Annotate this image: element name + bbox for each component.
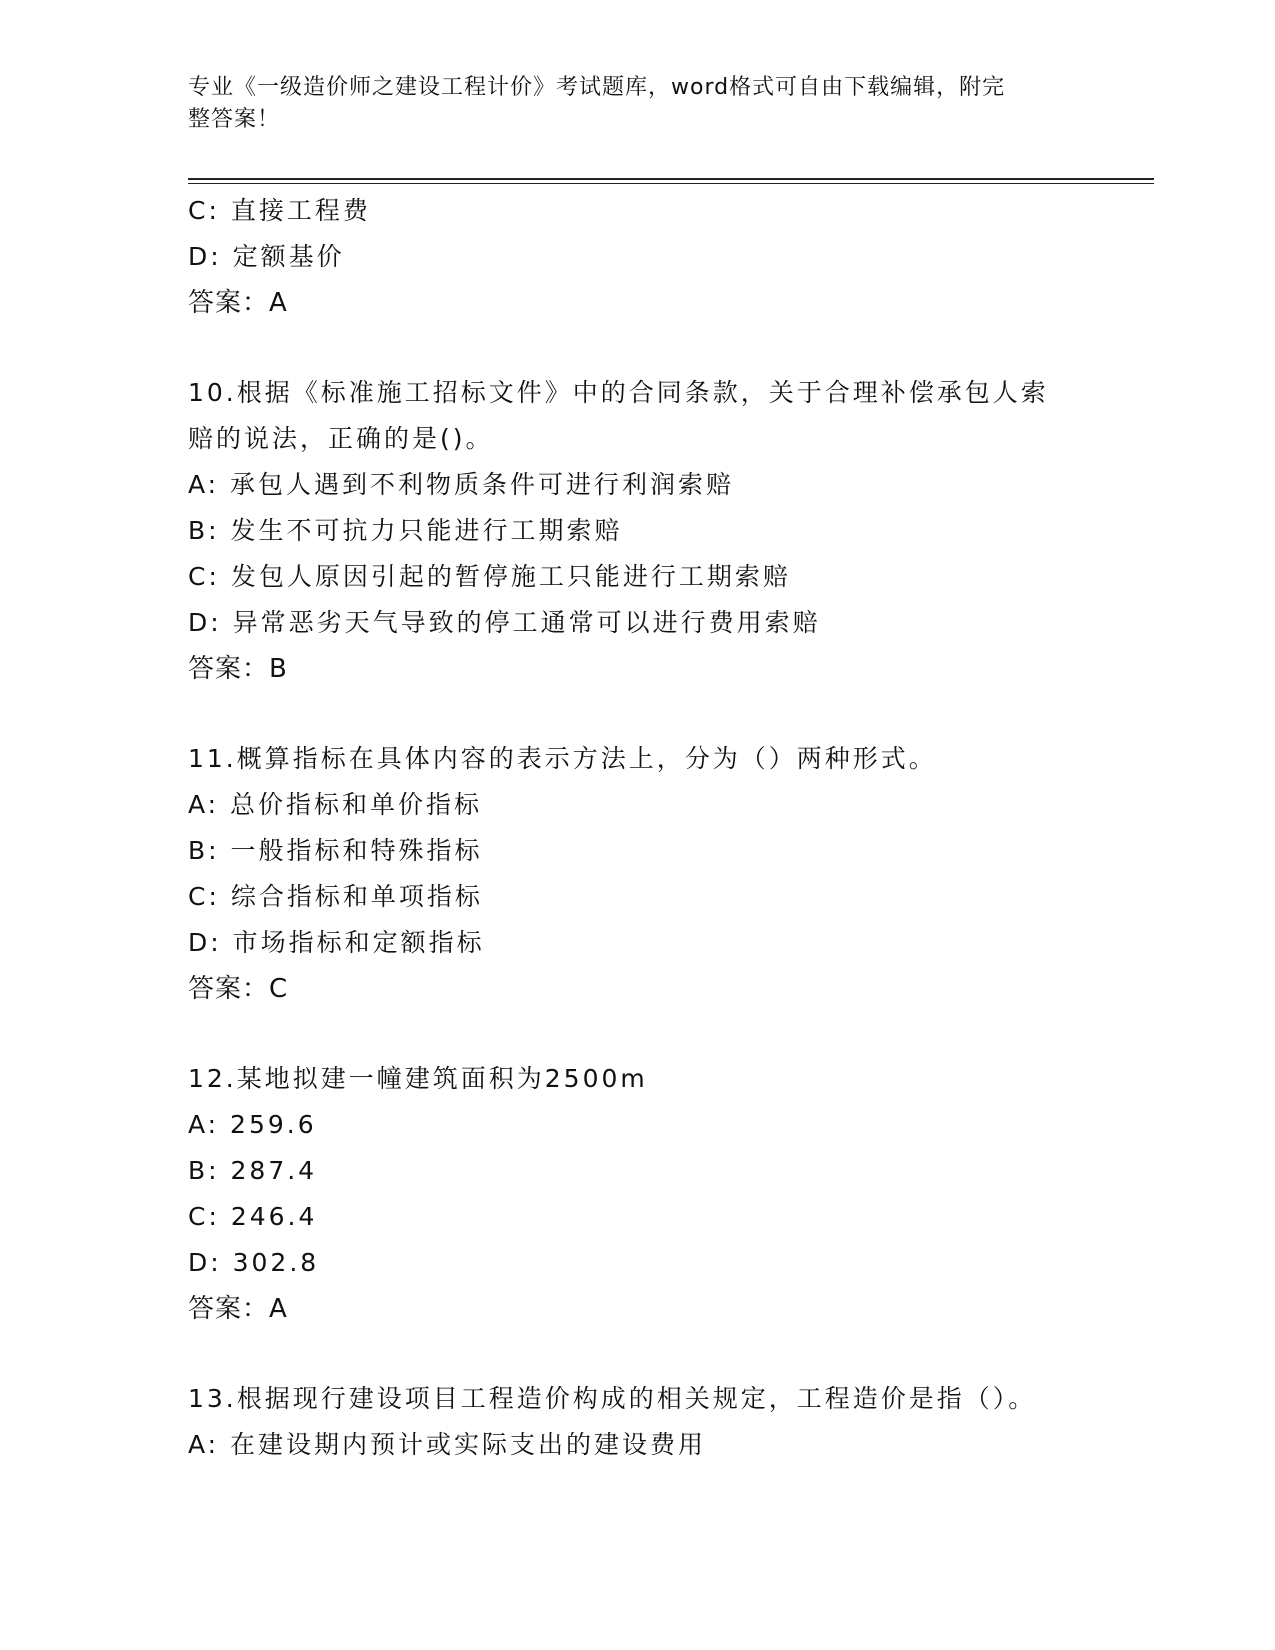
q11-option-d: D: 市场指标和定额指标 [188, 928, 485, 957]
q12-option-d: D: 302.8 [188, 1248, 320, 1277]
q12-stem: 12.某地拟建一幢建筑面积为2500m [188, 1064, 648, 1093]
question-12 [188, 1056, 1088, 1332]
q9-option-c: C: 直接工程费 [188, 196, 371, 225]
header-line-2: 整答案！ [188, 107, 281, 132]
question-9 [188, 188, 1088, 326]
spacer [188, 1332, 1088, 1376]
spacer [188, 1012, 1088, 1056]
q10-option-a: A: 承包人遇到不利物质条件可进行利润索赔 [188, 470, 735, 499]
q13-option-a: A: 在建设期内预计或实际支出的建设费用 [188, 1430, 707, 1459]
question-list [188, 188, 1088, 1468]
q11-option-b: B: 一般指标和特殊指标 [188, 836, 483, 865]
q12-option-b: B: 287.4 [188, 1156, 318, 1185]
header-line-1: 专业《一级造价师之建设工程计价》考试题库，word格式可自由下载编辑，附完 [188, 75, 1006, 100]
q10-option-c: C: 发包人原因引起的暂停施工只能进行工期索赔 [188, 562, 791, 591]
spacer [188, 692, 1088, 736]
q9-option-d: D: 定额基价 [188, 242, 345, 271]
question-11 [188, 736, 1088, 1012]
page-header [188, 72, 1068, 136]
header-divider-thin [188, 183, 1154, 184]
q10-answer: 答案：B [188, 654, 288, 684]
question-10 [188, 370, 1088, 692]
q12-option-c: C: 246.4 [188, 1202, 318, 1231]
q9-answer: 答案：A [188, 288, 288, 318]
question-13 [188, 1376, 1088, 1468]
q12-option-a: A: 259.6 [188, 1110, 317, 1139]
q11-option-c: C: 综合指标和单项指标 [188, 882, 483, 911]
q13-stem: 13.根据现行建设项目工程造价构成的相关规定，工程造价是指（）。 [188, 1384, 1037, 1413]
q12-answer: 答案：A [188, 1294, 288, 1324]
q11-stem: 11.概算指标在具体内容的表示方法上，分为（）两种形式。 [188, 744, 937, 773]
q11-answer: 答案：C [188, 974, 289, 1004]
q10-option-d: D: 异常恶劣天气导致的停工通常可以进行费用索赔 [188, 608, 821, 637]
header-divider-thick [188, 178, 1154, 180]
spacer [188, 326, 1088, 370]
q10-stem-line-1: 10.根据《标准施工招标文件》中的合同条款，关于合理补偿承包人索 [188, 378, 1049, 407]
q10-option-b: B: 发生不可抗力只能进行工期索赔 [188, 516, 623, 545]
q10-stem-line-2: 赔的说法，正确的是()。 [188, 424, 494, 453]
q11-option-a: A: 总价指标和单价指标 [188, 790, 483, 819]
